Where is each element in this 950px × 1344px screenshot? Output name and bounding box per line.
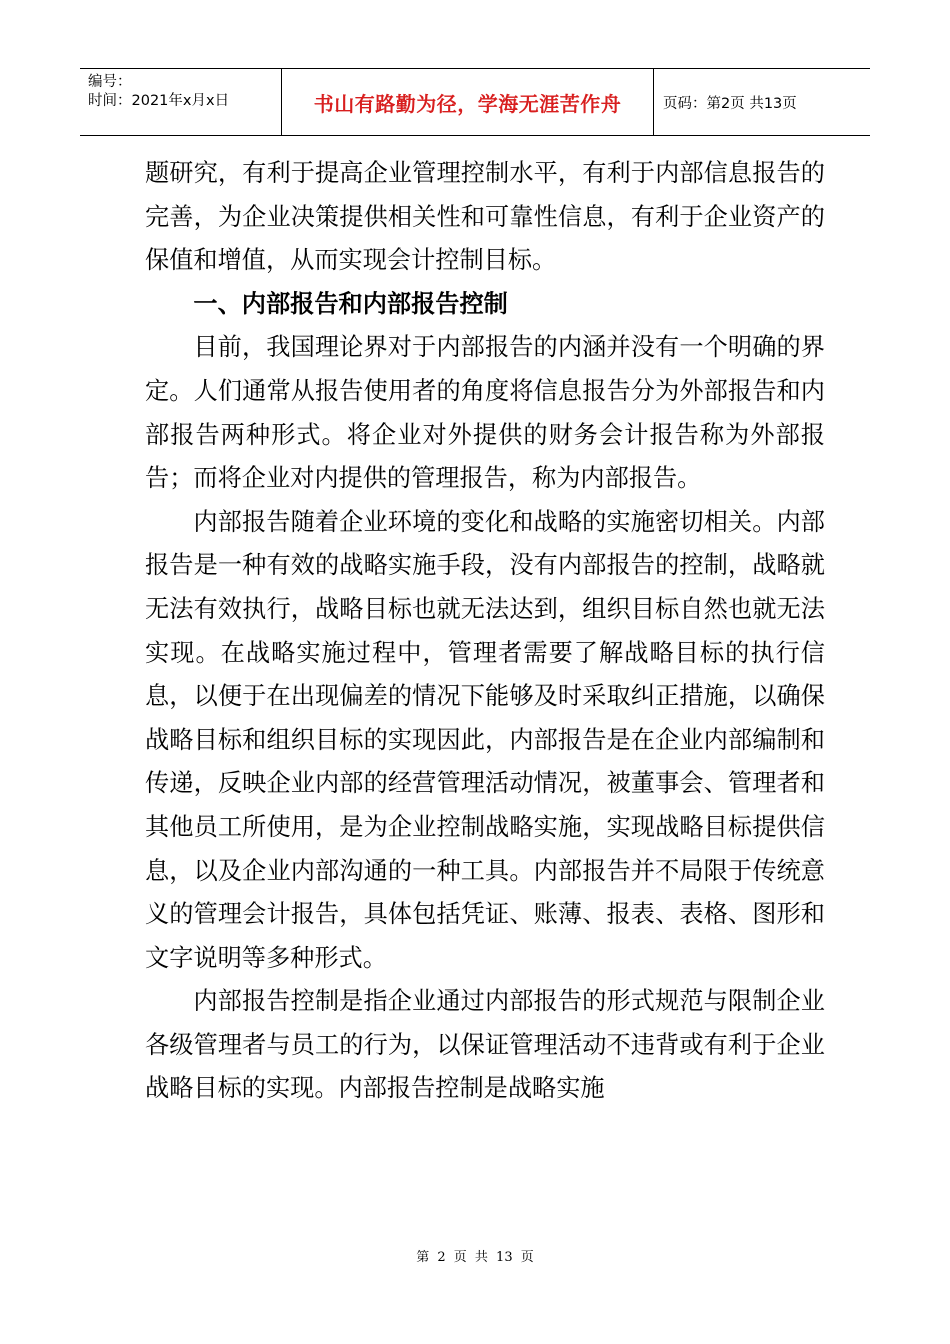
header-meta-cell [80, 69, 282, 135]
paragraph: 内部报告随着企业环境的变化和战略的实施密切相关。内部报告是一种有效的战略实施手段，没有内部报告的控制，战略就无法有效执行，战略目标也就无法达到，组织目标自然也就无法实现。在战略实施过程中，管理者需要了解战略目标的执行信息，以便于在出现偏差的情况下能够及时采取纠正措施，以确保战略目标和组织目标的实现因此，内部报告是在企业内部编制和传递，反映企业内部的经营管理活动情况，被董事会、管理者和其他员工所使用，是为企业控制战略实施，实现战略目标提供信息，以及企业内部沟通的一种工具。内部报告并不局限于传统意义的管理会计报告，具体包括凭证、账薄、报表、表格、图形和文字说明等多种形式。 [145, 507, 825, 972]
header-motto: 书山有路勤为径，学海无涯苦作舟 [313, 91, 622, 116]
page-footer [0, 1246, 950, 1265]
page-header [80, 68, 870, 136]
document-number-label: 编号： [88, 74, 132, 90]
paragraph: 目前，我国理论界对于内部报告的内涵并没有一个明确的界定。人们通常从报告使用者的角度将信息报告分为外部报告和内部报告两种形式。将企业对外提供的财务会计报告称为外部报告；而将企业对内提供的管理报告，称为内部报告。 [145, 333, 825, 493]
header-page-cell [654, 69, 870, 135]
document-date-label: 时间：2021年x月x日 [88, 93, 230, 109]
header-motto-cell [282, 69, 654, 135]
section-heading: 一、内部报告和内部报告控制 [193, 289, 508, 318]
footer-page-number: 第 2 页 共 13 页 [416, 1250, 534, 1265]
header-page-info: 页码：第2页 共13页 [663, 95, 797, 112]
document-body [145, 152, 825, 1111]
paragraph-continuation: 题研究，有利于提高企业管理控制水平，有利于内部信息报告的完善，为企业决策提供相关性和可靠性信息，有利于企业资产的保值和增值，从而实现会计控制目标。 [145, 159, 825, 275]
paragraph: 内部报告控制是指企业通过内部报告的形式规范与限制企业各级管理者与员工的行为，以保证管理活动不违背或有利于企业战略目标的实现。内部报告控制是战略实施 [145, 987, 825, 1103]
